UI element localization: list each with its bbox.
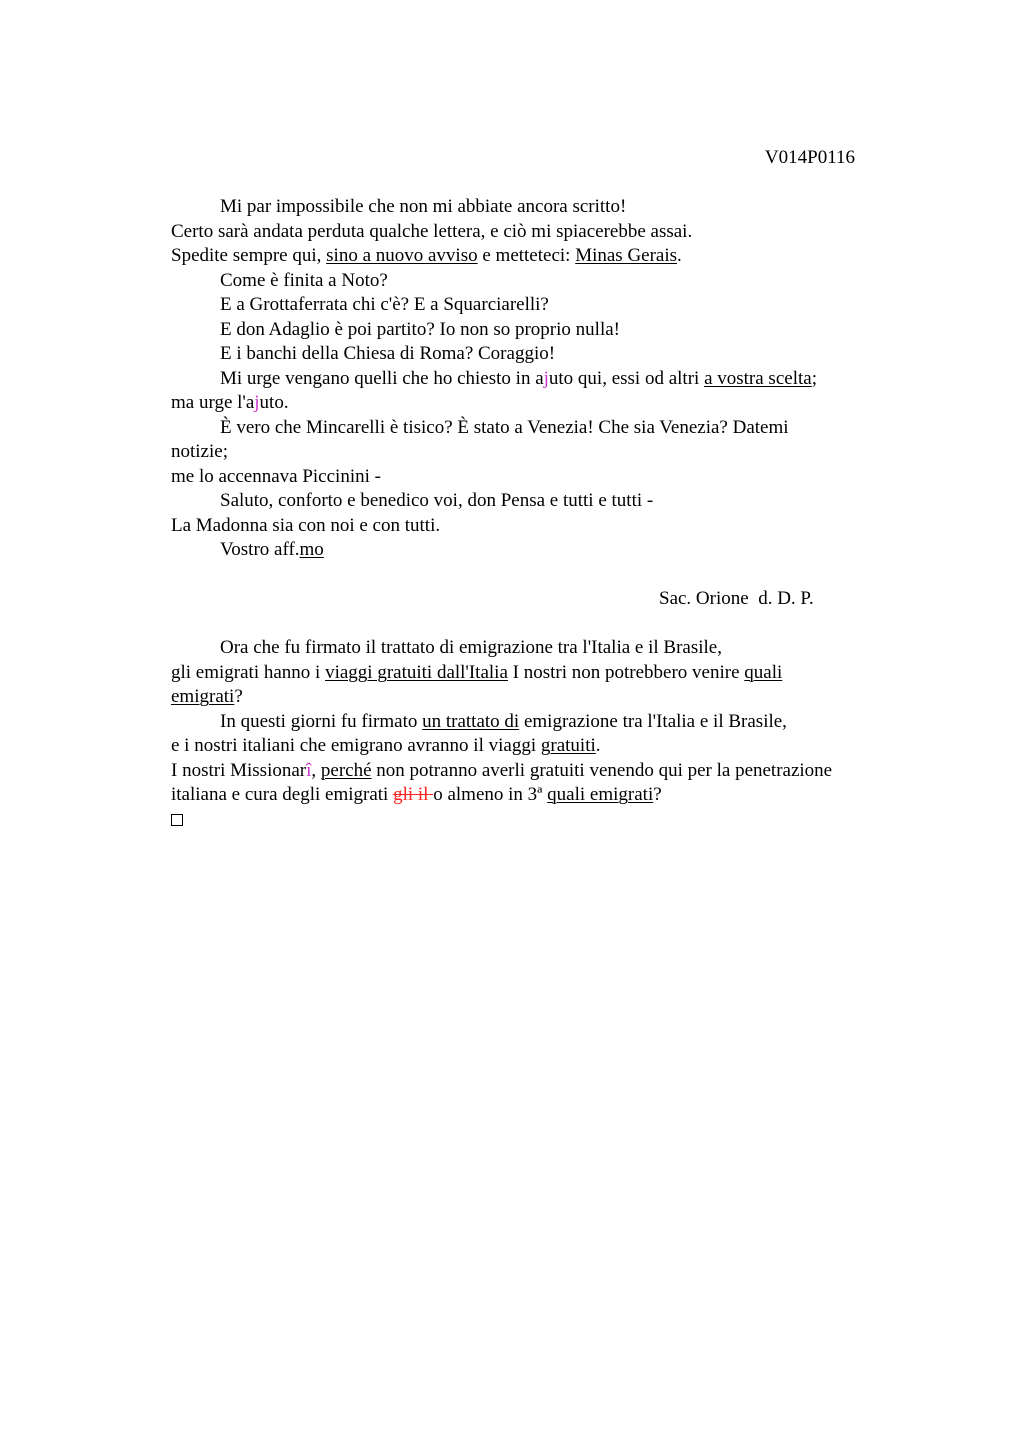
text-run: e metteteci: <box>477 245 576 266</box>
text-run: Mi urge vengano quelli che ho chiesto in a <box>220 367 544 389</box>
end-marker-row <box>171 808 911 833</box>
text-run: uto qui, essi od altri <box>548 367 705 389</box>
underlined-word: gratuiti <box>540 735 596 756</box>
underlined-phrase: quali emigrati <box>547 784 654 805</box>
postscript-line-4 <box>171 710 911 735</box>
postscript-line-6 <box>171 759 911 784</box>
text-run: , <box>311 759 321 781</box>
signature: Sac. Orione d. D. P. <box>659 588 814 609</box>
letter-line-5: E a Grottaferrata chi c'è? E a Squarciarelli? <box>220 294 549 315</box>
spacer <box>171 563 911 588</box>
text-run: o almeno in 3ª <box>433 784 548 805</box>
letter-line-13: Saluto, conforto e benedico voi, don Pensa e tutti e tutti - <box>220 490 654 511</box>
underlined-phrase: a vostra scelta <box>704 367 812 389</box>
text-run: uto. <box>259 392 289 413</box>
text-run: italiana e cura degli emigrati <box>171 784 394 805</box>
document-id: V014P0116 <box>764 147 855 168</box>
letter-line-1: Mi par impossibile che non mi abbiate ancora scritto! <box>220 196 627 217</box>
letter-line-10: È vero che Mincarelli è tisico? È stato a Venezia! Che sia Venezia? Datemi <box>220 416 789 438</box>
inserted-letter: j <box>543 367 549 389</box>
postscript-line-7 <box>171 783 911 808</box>
letter-line-9 <box>171 391 911 416</box>
letter-body <box>171 195 911 832</box>
text-run: ? <box>653 784 662 805</box>
postscript-line-2 <box>171 661 911 686</box>
text-run: non potranno averli gratuiti venendo qui per la penetrazione <box>371 759 833 781</box>
text-run: Vostro aff. <box>220 539 300 560</box>
underlined-phrase: emigrati <box>171 686 235 707</box>
text-run: emigrazione tra l'Italia e il Brasile, <box>519 710 787 732</box>
text-run: . <box>595 735 601 756</box>
inserted-letter: î <box>306 759 312 781</box>
spacer <box>171 612 911 637</box>
text-run: ma urge l'a <box>171 392 255 413</box>
underlined-word: perché <box>320 759 372 781</box>
letter-line-12: me lo accennava Piccinini - <box>171 465 381 487</box>
square-outline-icon <box>171 814 183 826</box>
letter-line-3 <box>171 244 911 269</box>
postscript-line-1: Ora che fu firmato il trattato di emigrazione tra l'Italia e il Brasile, <box>220 637 722 658</box>
letter-line-7: E i banchi della Chiesa di Roma? Coraggio! <box>220 343 556 364</box>
letter-line-4: Come è finita a Noto? <box>220 269 388 291</box>
postscript-line-3 <box>171 685 911 710</box>
text-run: . <box>677 245 682 266</box>
underlined-phrase: quali <box>744 661 783 683</box>
underlined-place-name: Minas Gerais <box>575 245 678 266</box>
letter-line-2: Certo sarà andata perduta qualche lettera, e ciò mi spiacerebbe assai. <box>171 220 693 242</box>
text-run: I nostri Missionar <box>171 759 307 781</box>
letter-line-14: La Madonna sia con noi e con tutti. <box>171 514 441 536</box>
letter-line-6: E don Adaglio è poi partito? Io non so proprio nulla! <box>220 318 620 340</box>
text-run: In questi giorni fu firmato <box>220 710 423 732</box>
deleted-text: gli il <box>393 784 434 805</box>
inserted-letter: j <box>254 392 260 413</box>
text-run: e i nostri italiani che emigrano avranno il viaggi <box>171 735 541 756</box>
letter-line-8 <box>171 367 911 392</box>
closing-line <box>171 538 911 563</box>
text-run: ; <box>811 367 817 389</box>
text-run: I nostri non potrebbero venire <box>507 661 745 683</box>
text-run: gli emigrati hanno i <box>171 661 326 683</box>
underlined-phrase: un trattato di <box>422 710 520 732</box>
text-run: Spedite sempre qui, <box>171 245 327 266</box>
underlined-abbreviation: mo <box>299 539 324 560</box>
text-run: ? <box>234 686 243 707</box>
postscript-line-5 <box>171 734 911 759</box>
underlined-phrase: viaggi gratuiti dall'Italia <box>325 661 508 683</box>
letter-line-11: notizie; <box>171 441 228 462</box>
underlined-phrase: sino a nuovo avviso <box>326 245 478 266</box>
